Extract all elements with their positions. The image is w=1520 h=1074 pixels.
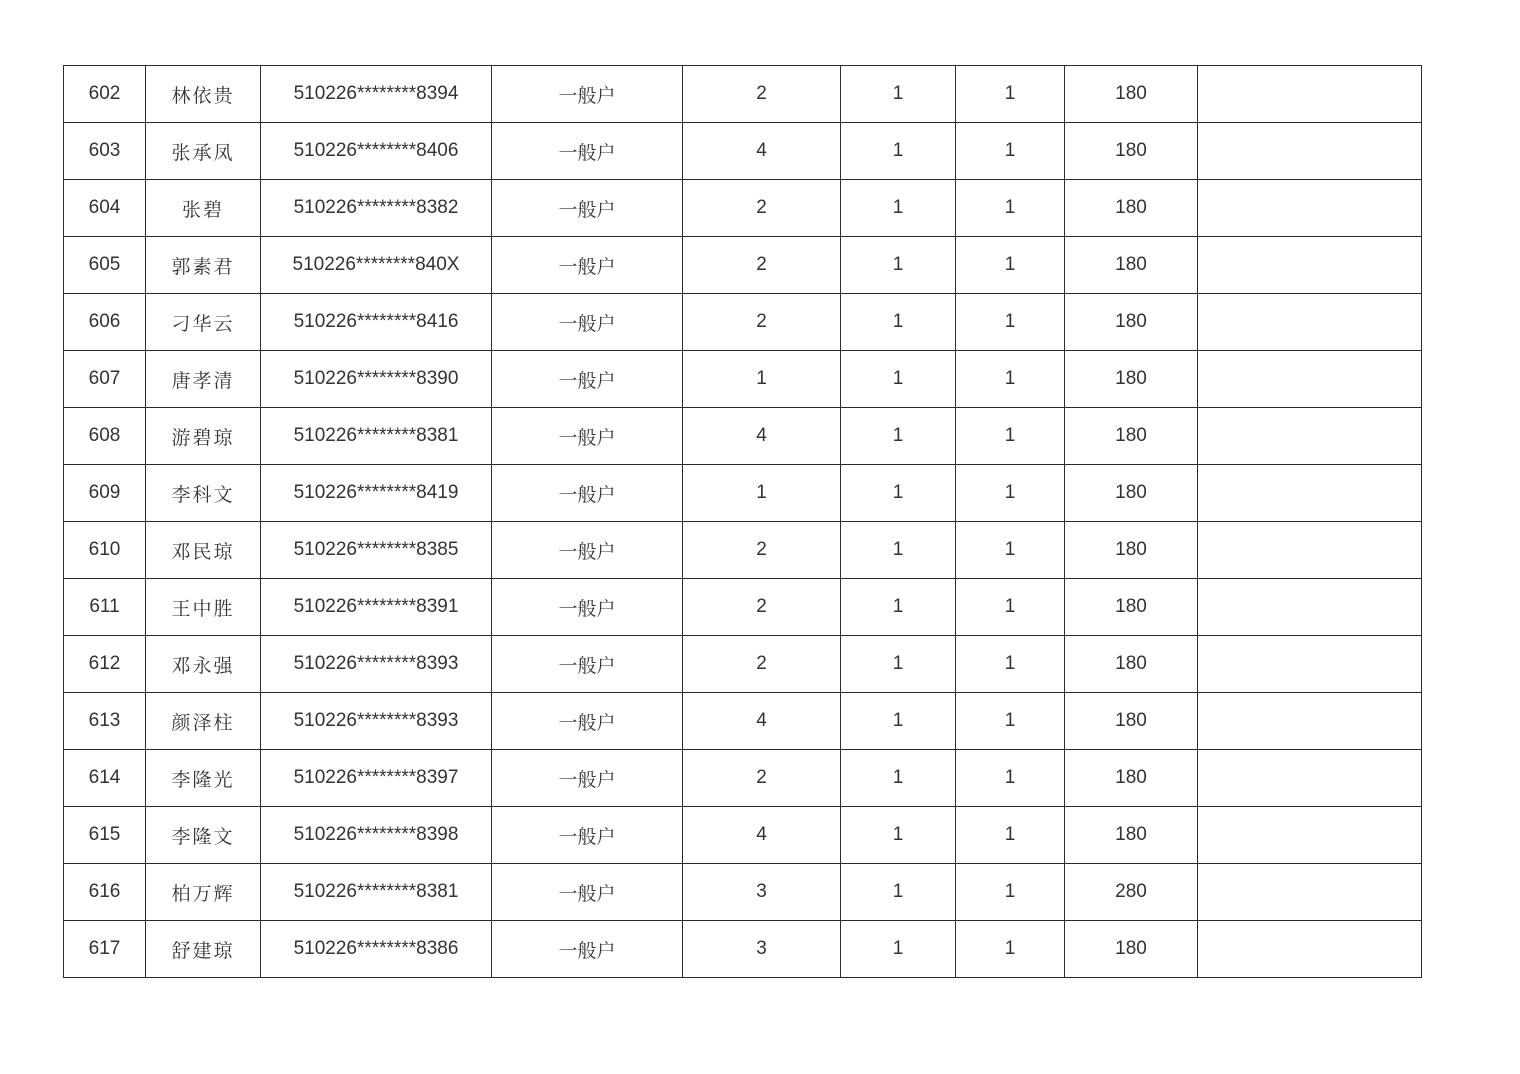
- id-number-cell: 510226********8382: [261, 180, 492, 237]
- id-number-cell: 510226********8385: [261, 522, 492, 579]
- household-type-cell: 一般户: [492, 693, 683, 750]
- id-number-cell: 510226********8393: [261, 636, 492, 693]
- household-type-cell: 一般户: [492, 180, 683, 237]
- column-6-cell: 1: [841, 351, 956, 408]
- id-number-cell: 510226********8406: [261, 123, 492, 180]
- column-7-cell: 1: [956, 408, 1065, 465]
- note-cell: [1198, 123, 1422, 180]
- amount-cell: 180: [1065, 693, 1198, 750]
- member-count-cell: 3: [683, 864, 841, 921]
- name-cell: 郭素君: [146, 237, 261, 294]
- column-7-cell: 1: [956, 66, 1065, 123]
- household-type-cell: 一般户: [492, 636, 683, 693]
- id-number-cell: 510226********8419: [261, 465, 492, 522]
- table-row: [64, 351, 1422, 408]
- name-cell: 舒建琼: [146, 921, 261, 978]
- column-6-cell: 1: [841, 408, 956, 465]
- amount-cell: 180: [1065, 921, 1198, 978]
- column-6-cell: 1: [841, 636, 956, 693]
- name-cell: 李科文: [146, 465, 261, 522]
- household-type-cell: 一般户: [492, 750, 683, 807]
- row-number-cell: 608: [64, 408, 146, 465]
- row-number-cell: 609: [64, 465, 146, 522]
- column-7-cell: 1: [956, 921, 1065, 978]
- member-count-cell: 2: [683, 237, 841, 294]
- household-type-cell: 一般户: [492, 351, 683, 408]
- row-number-cell: 615: [64, 807, 146, 864]
- row-number-cell: 602: [64, 66, 146, 123]
- id-number-cell: 510226********8397: [261, 750, 492, 807]
- name-cell: 唐孝清: [146, 351, 261, 408]
- column-6-cell: 1: [841, 864, 956, 921]
- row-number-cell: 612: [64, 636, 146, 693]
- name-cell: 张承凤: [146, 123, 261, 180]
- id-number-cell: 510226********8393: [261, 693, 492, 750]
- member-count-cell: 2: [683, 66, 841, 123]
- amount-cell: 180: [1065, 351, 1198, 408]
- amount-cell: 180: [1065, 180, 1198, 237]
- id-number-cell: 510226********840X: [261, 237, 492, 294]
- name-cell: 邓民琼: [146, 522, 261, 579]
- id-number-cell: 510226********8394: [261, 66, 492, 123]
- row-number-cell: 606: [64, 294, 146, 351]
- name-cell: 李隆光: [146, 750, 261, 807]
- table-row: [64, 237, 1422, 294]
- column-6-cell: 1: [841, 921, 956, 978]
- row-number-cell: 616: [64, 864, 146, 921]
- amount-cell: 180: [1065, 807, 1198, 864]
- amount-cell: 180: [1065, 636, 1198, 693]
- amount-cell: 180: [1065, 123, 1198, 180]
- row-number-cell: 613: [64, 693, 146, 750]
- note-cell: [1198, 636, 1422, 693]
- note-cell: [1198, 180, 1422, 237]
- column-7-cell: 1: [956, 522, 1065, 579]
- table-row: [64, 864, 1422, 921]
- name-cell: 游碧琼: [146, 408, 261, 465]
- row-number-cell: 611: [64, 579, 146, 636]
- name-cell: 柏万辉: [146, 864, 261, 921]
- column-6-cell: 1: [841, 579, 956, 636]
- row-number-cell: 610: [64, 522, 146, 579]
- household-type-cell: 一般户: [492, 66, 683, 123]
- column-6-cell: 1: [841, 693, 956, 750]
- note-cell: [1198, 579, 1422, 636]
- amount-cell: 180: [1065, 465, 1198, 522]
- note-cell: [1198, 522, 1422, 579]
- household-type-cell: 一般户: [492, 123, 683, 180]
- table-row: [64, 408, 1422, 465]
- household-type-cell: 一般户: [492, 921, 683, 978]
- column-7-cell: 1: [956, 864, 1065, 921]
- note-cell: [1198, 864, 1422, 921]
- column-7-cell: 1: [956, 123, 1065, 180]
- name-cell: 王中胜: [146, 579, 261, 636]
- household-type-cell: 一般户: [492, 237, 683, 294]
- member-count-cell: 1: [683, 351, 841, 408]
- table-row: [64, 66, 1422, 123]
- member-count-cell: 1: [683, 465, 841, 522]
- column-7-cell: 1: [956, 294, 1065, 351]
- amount-cell: 180: [1065, 66, 1198, 123]
- column-6-cell: 1: [841, 522, 956, 579]
- column-6-cell: 1: [841, 750, 956, 807]
- household-type-cell: 一般户: [492, 294, 683, 351]
- household-type-cell: 一般户: [492, 465, 683, 522]
- household-type-cell: 一般户: [492, 579, 683, 636]
- member-count-cell: 2: [683, 522, 841, 579]
- id-number-cell: 510226********8386: [261, 921, 492, 978]
- column-7-cell: 1: [956, 636, 1065, 693]
- note-cell: [1198, 66, 1422, 123]
- column-6-cell: 1: [841, 237, 956, 294]
- name-cell: 林依贵: [146, 66, 261, 123]
- table-row: [64, 693, 1422, 750]
- table-body: [64, 66, 1422, 978]
- name-cell: 张碧: [146, 180, 261, 237]
- household-type-cell: 一般户: [492, 864, 683, 921]
- member-count-cell: 4: [683, 408, 841, 465]
- table-row: [64, 579, 1422, 636]
- column-6-cell: 1: [841, 66, 956, 123]
- table-row: [64, 522, 1422, 579]
- column-6-cell: 1: [841, 180, 956, 237]
- row-number-cell: 607: [64, 351, 146, 408]
- id-number-cell: 510226********8416: [261, 294, 492, 351]
- id-number-cell: 510226********8391: [261, 579, 492, 636]
- member-count-cell: 4: [683, 807, 841, 864]
- member-count-cell: 4: [683, 693, 841, 750]
- amount-cell: 180: [1065, 750, 1198, 807]
- member-count-cell: 2: [683, 579, 841, 636]
- household-type-cell: 一般户: [492, 807, 683, 864]
- table-row: [64, 123, 1422, 180]
- note-cell: [1198, 807, 1422, 864]
- table-row: [64, 294, 1422, 351]
- note-cell: [1198, 693, 1422, 750]
- column-7-cell: 1: [956, 807, 1065, 864]
- member-count-cell: 2: [683, 294, 841, 351]
- row-number-cell: 614: [64, 750, 146, 807]
- note-cell: [1198, 351, 1422, 408]
- table-row: [64, 465, 1422, 522]
- member-count-cell: 2: [683, 636, 841, 693]
- amount-cell: 180: [1065, 294, 1198, 351]
- table-row: [64, 750, 1422, 807]
- id-number-cell: 510226********8390: [261, 351, 492, 408]
- column-7-cell: 1: [956, 180, 1065, 237]
- name-cell: 李隆文: [146, 807, 261, 864]
- row-number-cell: 617: [64, 921, 146, 978]
- column-6-cell: 1: [841, 465, 956, 522]
- amount-cell: 180: [1065, 522, 1198, 579]
- table-row: [64, 921, 1422, 978]
- column-6-cell: 1: [841, 123, 956, 180]
- id-number-cell: 510226********8381: [261, 864, 492, 921]
- member-count-cell: 3: [683, 921, 841, 978]
- row-number-cell: 604: [64, 180, 146, 237]
- note-cell: [1198, 408, 1422, 465]
- table-row: [64, 636, 1422, 693]
- household-type-cell: 一般户: [492, 522, 683, 579]
- row-number-cell: 605: [64, 237, 146, 294]
- member-count-cell: 2: [683, 750, 841, 807]
- amount-cell: 280: [1065, 864, 1198, 921]
- household-table: [63, 65, 1422, 978]
- note-cell: [1198, 921, 1422, 978]
- member-count-cell: 4: [683, 123, 841, 180]
- name-cell: 刁华云: [146, 294, 261, 351]
- column-6-cell: 1: [841, 807, 956, 864]
- name-cell: 颜泽柱: [146, 693, 261, 750]
- note-cell: [1198, 294, 1422, 351]
- id-number-cell: 510226********8398: [261, 807, 492, 864]
- household-type-cell: 一般户: [492, 408, 683, 465]
- column-7-cell: 1: [956, 465, 1065, 522]
- table-row: [64, 180, 1422, 237]
- name-cell: 邓永强: [146, 636, 261, 693]
- row-number-cell: 603: [64, 123, 146, 180]
- column-6-cell: 1: [841, 294, 956, 351]
- column-7-cell: 1: [956, 351, 1065, 408]
- column-7-cell: 1: [956, 237, 1065, 294]
- table-row: [64, 807, 1422, 864]
- member-count-cell: 2: [683, 180, 841, 237]
- note-cell: [1198, 237, 1422, 294]
- amount-cell: 180: [1065, 579, 1198, 636]
- note-cell: [1198, 465, 1422, 522]
- amount-cell: 180: [1065, 408, 1198, 465]
- note-cell: [1198, 750, 1422, 807]
- column-7-cell: 1: [956, 750, 1065, 807]
- amount-cell: 180: [1065, 237, 1198, 294]
- column-7-cell: 1: [956, 579, 1065, 636]
- id-number-cell: 510226********8381: [261, 408, 492, 465]
- column-7-cell: 1: [956, 693, 1065, 750]
